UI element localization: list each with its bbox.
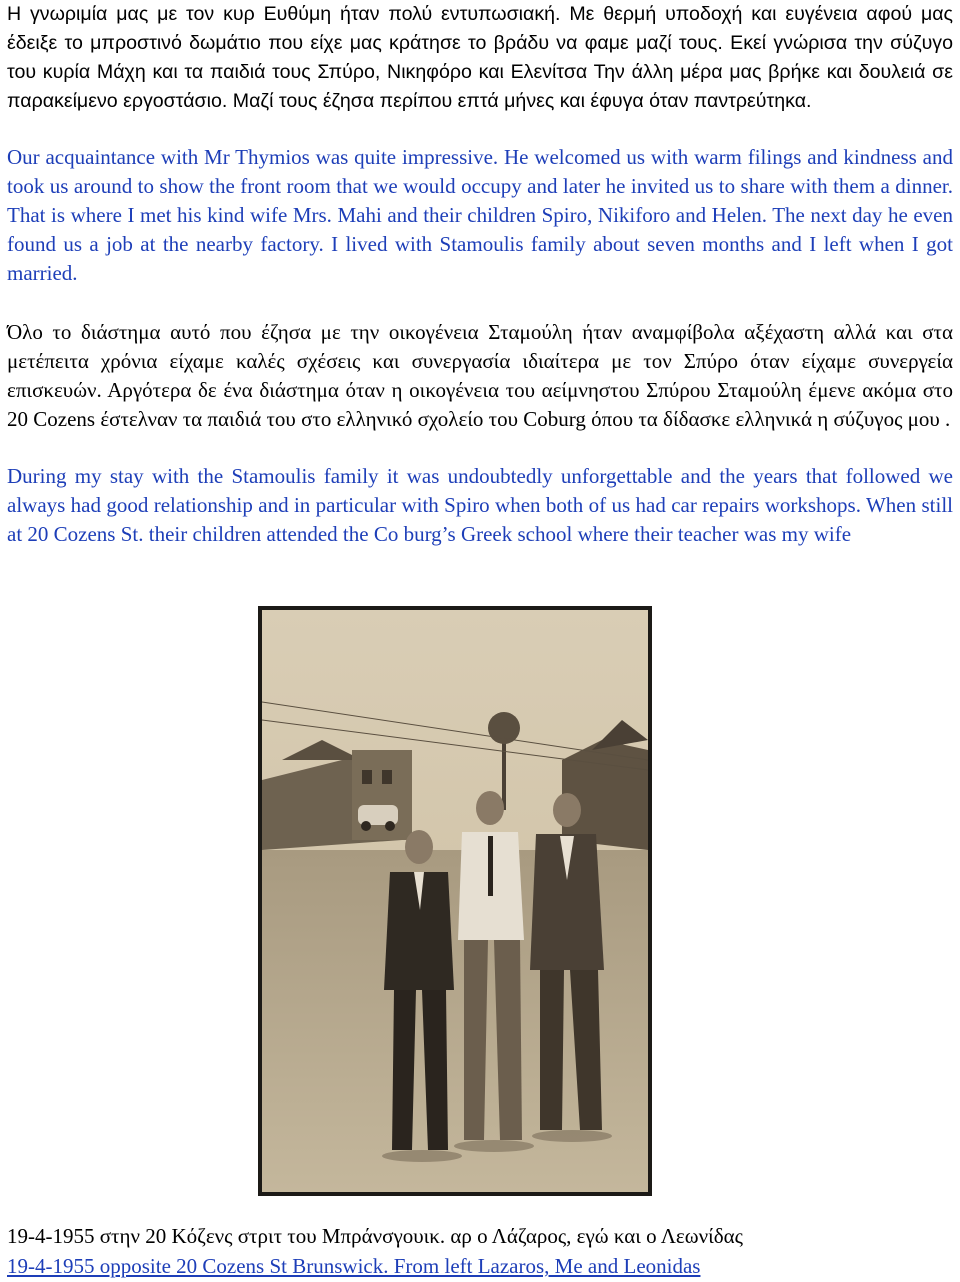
greek-paragraph-acquaintance: Η γνωριμία μας με τον κυρ Ευθύμη ήταν πολύ εντυπωσιακή. Με θερμή υποδοχή και ευγένεια αφού μας έδειξε το μπροστινό δωμάτιο που είχε μας κράτησε το βράδυ να φαμε μαζί τους. Εκεί γνώρισα την σύζυγο του κυρία Μάχη και τα παιδιά τους Σπύρο, Νικηφόρο και Ελενίτσα Την άλλη μέρα μας βρήκε και δουλειά σε παρακείμενο εργοστάσιο. Μαζί τους έζησα περίπου επτά μήνες και έφυγα όταν παντρεύτηκα. [7, 3, 953, 112]
greek-paragraph-stamoulis-family: Όλο το διάστημα αυτό που έζησα με την οικογένεια Σταμούλη ήταν αναμφίβολα αξέχαστη αλλά και στα μετέπειτα χρόνια είχαμε καλές σχέσεις και συνεργασία ιδιαίτερα με τον Σπύρο όταν είχαμε συνεργεία επισκευών. Αργότερα δε ένα διάστημα όταν η οικογένεια του αείμνηστου Σπύρου Σταμούλη έμενε ακόμα στο 20 Cozens έστελναν τα παιδιά του στο ελληνικό σχολείο του Coburg όπου τα δίδασκε ελληνικά η σύζυγος μου . [7, 320, 953, 431]
street-photograph [262, 610, 648, 1192]
sepia-street-photo-icon [262, 610, 648, 1192]
english-paragraph-acquaintance: Our acquaintance with Mr Thymios was quite impressive. He welcomed us with warm filings and kindness and took us around to show the front room that we would occupy and later he invited us to share with them a dinner. That is where I met his kind wife Mrs. Mahi and their children Spiro, Nikiforo and Helen. The next day he even found us a job at the nearby factory. I lived with Stamoulis family about seven months and I left when I got married. [7, 145, 953, 285]
photo-caption-greek: 19-4-1955 στην 20 Κόζενς στριτ του Μπράνσγουικ. αρ ο Λάζαρος, εγώ και ο Λεωνίδας [7, 1224, 743, 1248]
photo-frame [258, 606, 652, 1196]
photo-caption-english: 19-4-1955 opposite 20 Cozens St Brunswick. From left Lazaros, Me and Leonidas [7, 1254, 701, 1278]
english-paragraph-stamoulis-family: During my stay with the Stamoulis family it was undoubtedly unforgettable and the years that followed we always had good relationship and in particular with Spiro when both of us had car repairs workshops. When still at 20 Cozens St. their children attended the Co burg’s Greek school where their teacher was my wife [7, 464, 953, 546]
